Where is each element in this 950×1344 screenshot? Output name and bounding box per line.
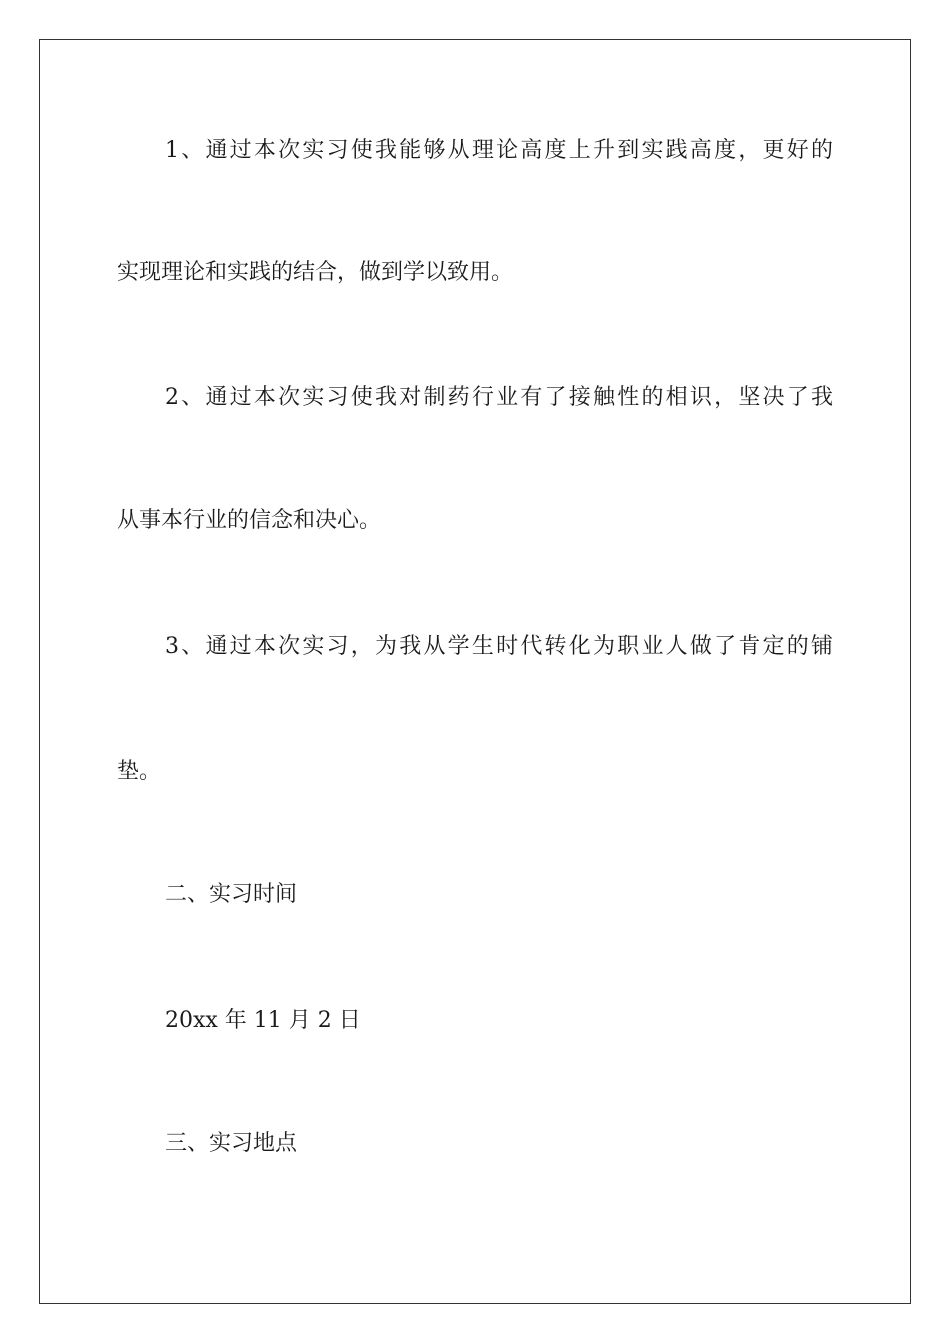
page-border	[39, 39, 911, 1304]
section-place-heading: 三、实习地点	[165, 1131, 298, 1156]
paragraph-1-line-1: 1、通过本次实习使我能够从理论高度上升到实践高度，更好的	[165, 138, 833, 163]
paragraph-1-line-2: 实现理论和实践的结合，做到学以致用。	[117, 260, 514, 285]
paragraph-3-line-2: 垫。	[117, 759, 162, 784]
section-time-date: 20xx 年 11 月 2 日	[165, 1008, 361, 1033]
paragraph-2-line-1: 2、通过本次实习使我对制药行业有了接触性的相识，坚决了我	[165, 385, 833, 410]
paragraph-2-line-2: 从事本行业的信念和决心。	[117, 508, 382, 533]
paragraph-3-line-1: 3、通过本次实习，为我从学生时代转化为职业人做了肯定的铺	[165, 634, 833, 659]
section-time-heading: 二、实习时间	[165, 882, 298, 907]
